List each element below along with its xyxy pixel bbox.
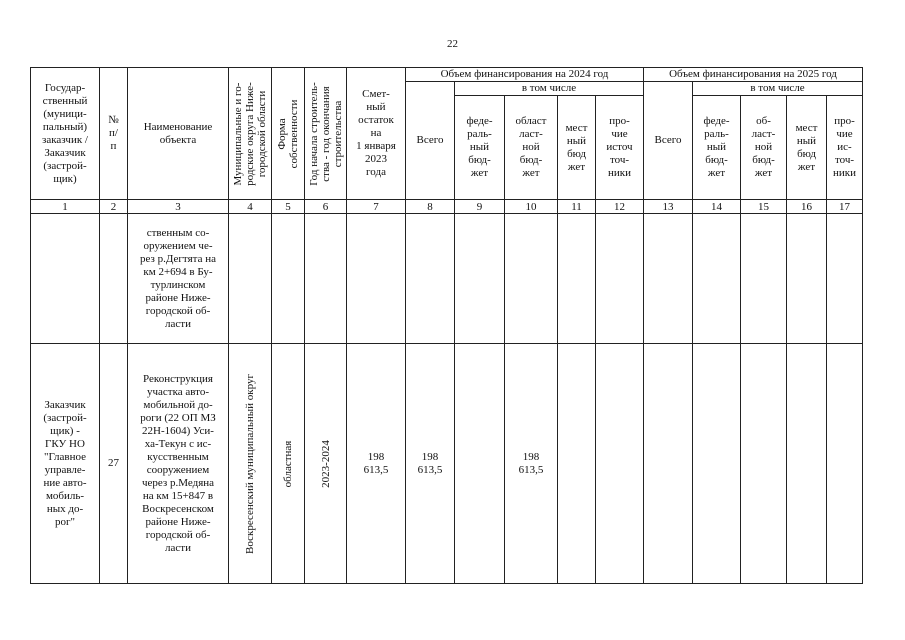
row-2024-total [406, 214, 455, 344]
header-2024-regional: област ласт- ной бюд- жет [505, 96, 558, 200]
column-number: 12 [596, 200, 644, 214]
row-2025-total [644, 214, 693, 344]
row-2024-federal [455, 214, 505, 344]
column-number: 7 [347, 200, 406, 214]
row-customer [31, 214, 100, 344]
row-estimate: 198 613,5 [347, 344, 406, 584]
header-2024-federal: феде- раль- ный бюд- жет [455, 96, 505, 200]
row-2024-other [596, 214, 644, 344]
row-2024-federal [455, 344, 505, 584]
column-number: 8 [406, 200, 455, 214]
header-2025-local: мест ный бюд жет [787, 96, 827, 200]
row-2025-total [644, 344, 693, 584]
column-number: 5 [272, 200, 305, 214]
header-2025-other: про- чие ис- точ- ники [827, 96, 863, 200]
header-2025-federal: феде- раль- ный бюд- жет [693, 96, 741, 200]
column-number: 6 [305, 200, 347, 214]
column-number: 17 [827, 200, 863, 214]
row-2025-regional [741, 344, 787, 584]
header-district-text: Муниципальные и го- родские округа Ниже- городской области [232, 81, 268, 186]
header-2025-including: в том числе [693, 82, 863, 96]
header-number: № п/ п [100, 68, 128, 200]
row-2024-regional [505, 214, 558, 344]
row-2025-local [787, 344, 827, 584]
page-number: 22 [447, 38, 458, 50]
header-2024-including: в том числе [455, 82, 644, 96]
row-object-name: Реконструкция участка авто- мобильной до- роги (22 ОП МЗ 22Н-1604) Уси- ха-Текун с ис- кусственным сооружением через р.Медяна на км 15+847 в Воскресенском районе Ниже- городской об- ласти [128, 344, 229, 584]
column-number: 13 [644, 200, 693, 214]
row-district-text: Воскресенский муниципальный округ [244, 373, 256, 554]
row-estimate [347, 214, 406, 344]
table-row [31, 344, 863, 584]
row-2024-regional: 198 613,5 [505, 344, 558, 584]
row-2024-total: 198 613,5 [406, 344, 455, 584]
row-2025-local [787, 214, 827, 344]
row-years [305, 214, 347, 344]
column-number: 16 [787, 200, 827, 214]
table-row [31, 214, 863, 344]
row-ownership-text: областная [282, 440, 294, 487]
header-2025-regional: об- ласт- ной бюд- жет [741, 96, 787, 200]
row-district [229, 344, 272, 584]
header-ownership-text: Форма собственности [276, 99, 300, 168]
column-number: 11 [558, 200, 596, 214]
header-2024-other: про- чие источ точ- ники [596, 96, 644, 200]
row-2024-local [558, 214, 596, 344]
row-ownership [272, 344, 305, 584]
column-number: 1 [31, 200, 100, 214]
row-years-text: 2023-2024 [319, 439, 332, 488]
financing-table [30, 67, 863, 584]
row-ownership [272, 214, 305, 344]
column-number: 2 [100, 200, 128, 214]
header-2024-local: мест ный бюд жет [558, 96, 596, 200]
row-2025-other [827, 344, 863, 584]
column-number: 15 [741, 200, 787, 214]
column-number: 4 [229, 200, 272, 214]
row-2025-federal [693, 214, 741, 344]
column-number: 3 [128, 200, 229, 214]
header-financing-2025: Объем финансирования на 2025 год [644, 68, 863, 82]
header-customer: Государ- ственный (муници- пальный) заказчик / Заказчик (застрой- щик) [31, 68, 100, 200]
header-object-name: Наименование объекта [128, 68, 229, 200]
header-years-text: Год начала строитель- ства - год окончания строительства [307, 81, 344, 186]
header-ownership [272, 68, 305, 200]
column-number: 9 [455, 200, 505, 214]
row-object-name: ственным со- оружением че- рез р.Дегтята на км 2+694 в Бу- турлинском районе Ниже- городской об- ласти [128, 214, 229, 344]
header-2024-total: Всего [406, 82, 455, 200]
row-2025-regional [741, 214, 787, 344]
header-estimate: Смет- ный остаток на 1 января 2023 года [347, 68, 406, 200]
row-customer: Заказчик (застрой- щик) - ГКУ НО "Главное управле- ние авто- мобиль- ных до- рог" [31, 344, 100, 584]
header-district [229, 68, 272, 200]
row-2024-local [558, 344, 596, 584]
row-number [100, 214, 128, 344]
row-2025-federal [693, 344, 741, 584]
row-district [229, 214, 272, 344]
header-financing-2024: Объем финансирования на 2024 год [406, 68, 644, 82]
row-years [305, 344, 347, 584]
row-2025-other [827, 214, 863, 344]
row-2024-other [596, 344, 644, 584]
column-number: 14 [693, 200, 741, 214]
column-number: 10 [505, 200, 558, 214]
header-2025-total: Всего [644, 82, 693, 200]
row-number: 27 [100, 344, 128, 584]
header-years [305, 68, 347, 200]
column-number-row [31, 200, 863, 214]
